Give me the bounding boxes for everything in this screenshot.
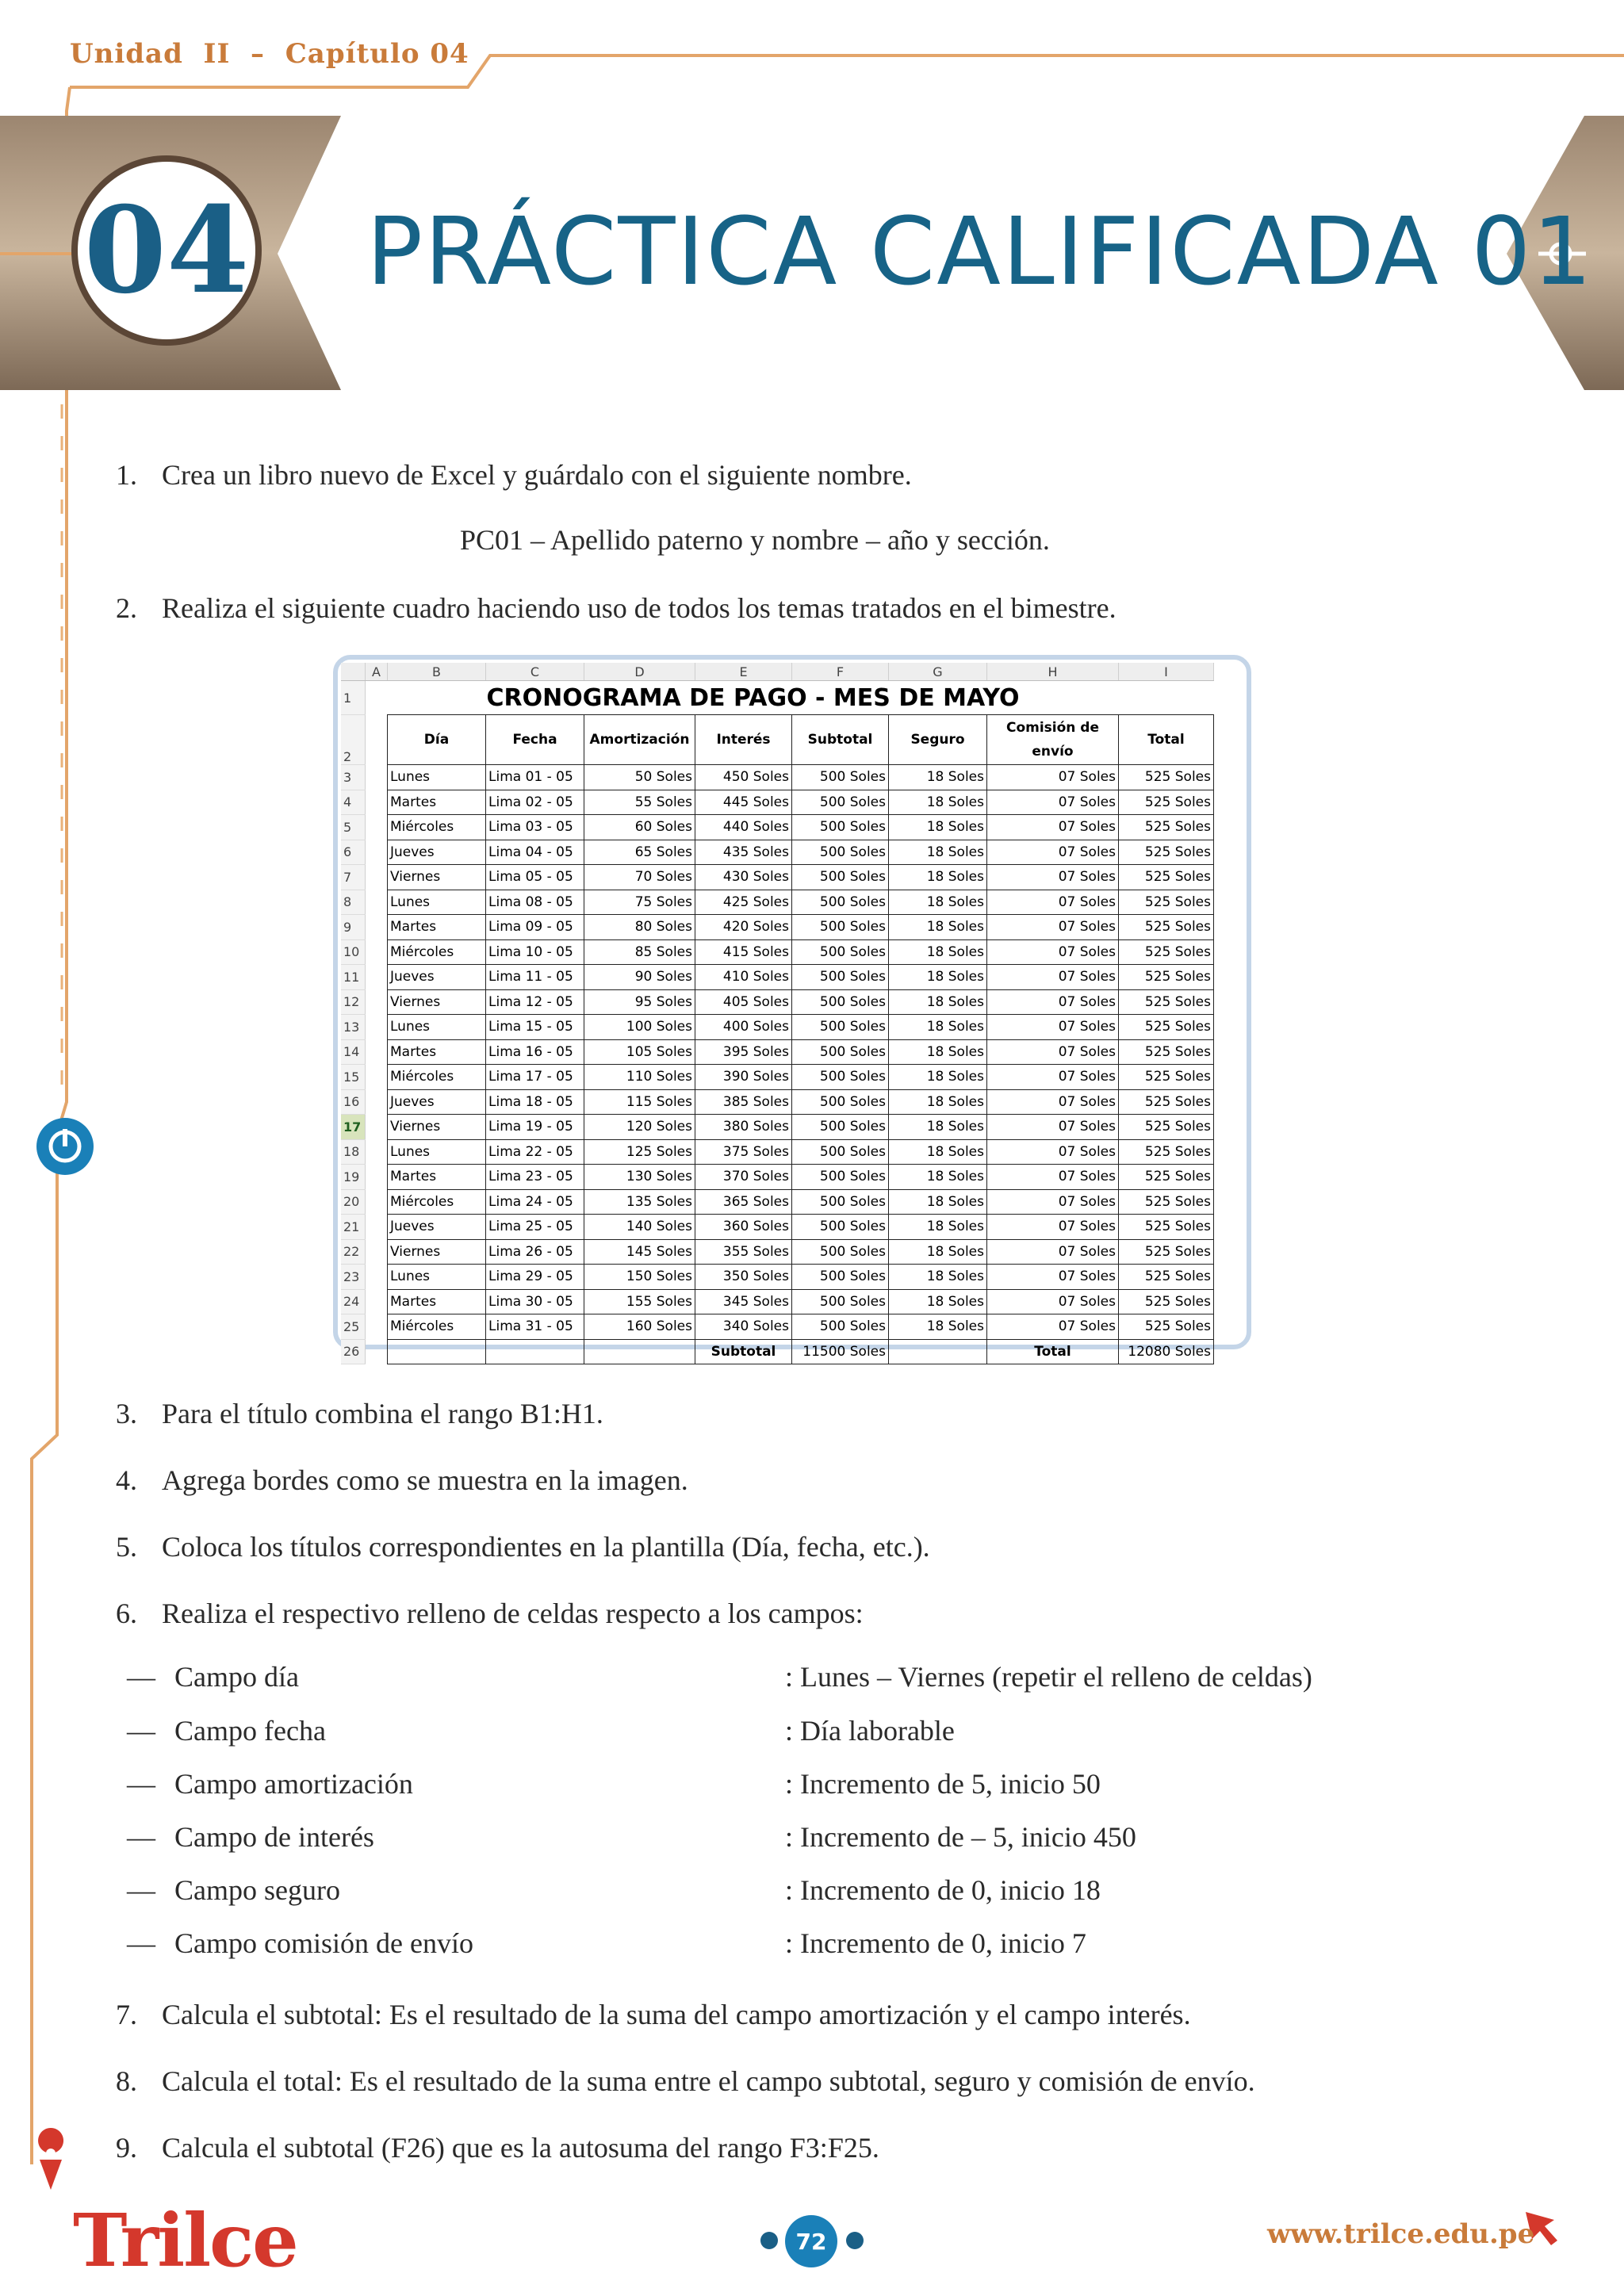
table-cell[interactable]: Lima 08 - 05 (486, 890, 584, 915)
header-cell[interactable]: Interés (695, 715, 792, 765)
table-cell[interactable]: 18 Soles (889, 1239, 987, 1265)
table-cell[interactable]: 500 Soles (792, 890, 889, 915)
table-row (341, 865, 1214, 890)
table-cell[interactable]: Lima 15 - 05 (486, 1015, 584, 1040)
table-cell[interactable]: Lima 26 - 05 (486, 1239, 584, 1265)
table-cell[interactable]: 525 Soles (1119, 1314, 1214, 1340)
table-cell[interactable]: 500 Soles (792, 1039, 889, 1065)
field-item: — Campo día (127, 1661, 299, 1693)
table-cell[interactable]: 420 Soles (695, 915, 792, 940)
page-number: 72 (785, 2215, 837, 2267)
table-cell[interactable]: 445 Soles (695, 790, 792, 815)
table-cell[interactable]: 500 Soles (792, 1215, 889, 1240)
table-cell[interactable]: Viernes (388, 1239, 486, 1265)
header-cell[interactable]: Amortización (584, 715, 695, 765)
table-cell[interactable]: 440 Soles (695, 815, 792, 840)
header-cell[interactable]: Comisión de envío (987, 715, 1119, 765)
table-cell[interactable]: 18 Soles (889, 1215, 987, 1240)
table-cell[interactable]: 07 Soles (987, 765, 1119, 790)
row-number[interactable]: 26 (341, 1339, 366, 1364)
field-item: — Campo fecha (127, 1715, 326, 1747)
table-cell[interactable]: 525 Soles (1119, 1065, 1214, 1090)
header-cell[interactable]: Seguro (889, 715, 987, 765)
chapter-label: Capítulo 04 (285, 38, 469, 70)
subtotal-value[interactable]: 11500 Soles (792, 1339, 889, 1364)
header-separator: – (251, 38, 266, 70)
table-row (341, 1265, 1214, 1290)
field-value: : Incremento de 5, inicio 50 (785, 1768, 1101, 1800)
table-row (341, 1289, 1214, 1314)
table-cell[interactable]: Viernes (388, 989, 486, 1015)
table-cell[interactable]: 80 Soles (584, 915, 695, 940)
table-cell[interactable]: 18 Soles (889, 1039, 987, 1065)
table-cell[interactable]: 125 Soles (584, 1139, 695, 1165)
summary-row (341, 1339, 1214, 1364)
field-item: — Campo comisión de envío (127, 1927, 473, 1959)
table-cell[interactable]: 18 Soles (889, 890, 987, 915)
row-number[interactable]: 17 (341, 1115, 366, 1140)
filename-format: PC01 – Apellido paterno y nombre – año y sección. (460, 524, 1050, 556)
row-number[interactable]: 21 (341, 1215, 366, 1240)
website-link[interactable]: www.trilce.edu.pe (1267, 2218, 1535, 2250)
unit-label: Unidad II (70, 38, 231, 70)
row-number[interactable]: 4 (341, 790, 366, 815)
table-cell[interactable]: 50 Soles (584, 765, 695, 790)
table-cell[interactable]: 155 Soles (584, 1289, 695, 1314)
step-1: 1. Crea un libro nuevo de Excel y guárdalo con el siguiente nombre. (116, 459, 912, 491)
table-cell[interactable]: 160 Soles (584, 1314, 695, 1340)
table-cell[interactable]: 525 Soles (1119, 989, 1214, 1015)
table-cell[interactable]: Martes (388, 1039, 486, 1065)
row-number[interactable]: 1 (341, 681, 366, 715)
field-item: — Campo de interés (127, 1821, 374, 1853)
table-cell[interactable]: 345 Soles (695, 1289, 792, 1314)
table-cell[interactable]: 400 Soles (695, 1015, 792, 1040)
table-cell[interactable]: 18 Soles (889, 1115, 987, 1140)
row-number[interactable]: 9 (341, 915, 366, 940)
table-cell[interactable]: 07 Soles (987, 1015, 1119, 1040)
table-cell[interactable]: Miércoles (388, 815, 486, 840)
table-cell[interactable]: 07 Soles (987, 1089, 1119, 1115)
table-cell[interactable]: 90 Soles (584, 965, 695, 990)
table-cell[interactable]: 85 Soles (584, 939, 695, 965)
table-cell[interactable]: Martes (388, 1165, 486, 1190)
table-cell[interactable]: 500 Soles (792, 939, 889, 965)
table-cell[interactable]: 525 Soles (1119, 915, 1214, 940)
field-value: : Día laborable (785, 1715, 955, 1747)
table-cell[interactable]: 07 Soles (987, 939, 1119, 965)
table-cell[interactable]: Lima 12 - 05 (486, 989, 584, 1015)
table-cell[interactable]: 500 Soles (792, 965, 889, 990)
table-cell[interactable]: 100 Soles (584, 1015, 695, 1040)
table-cell[interactable]: Lima 22 - 05 (486, 1139, 584, 1165)
table-cell[interactable]: Lima 03 - 05 (486, 815, 584, 840)
step-5: 5. Coloca los títulos correspondientes en la plantilla (Día, fecha, etc.). (116, 1531, 930, 1563)
table-cell[interactable]: 525 Soles (1119, 965, 1214, 990)
table-cell[interactable]: 500 Soles (792, 989, 889, 1015)
row-number[interactable]: 2 (341, 715, 366, 765)
field-value: : Incremento de 0, inicio 18 (785, 1874, 1101, 1906)
table-cell[interactable]: 415 Soles (695, 939, 792, 965)
table-row (341, 1165, 1214, 1190)
table-cell[interactable]: 07 Soles (987, 1289, 1119, 1314)
table-cell[interactable]: Miércoles (388, 939, 486, 965)
table-cell[interactable]: 500 Soles (792, 1265, 889, 1290)
select-all-corner[interactable] (341, 663, 366, 681)
table-cell[interactable]: 07 Soles (987, 865, 1119, 890)
column-letter[interactable]: G (889, 663, 987, 681)
column-letter[interactable]: B (388, 663, 486, 681)
row-number[interactable]: 6 (341, 840, 366, 865)
table-cell[interactable]: Lima 17 - 05 (486, 1065, 584, 1090)
table-cell[interactable]: 340 Soles (695, 1314, 792, 1340)
table-cell[interactable]: 500 Soles (792, 1289, 889, 1314)
table-cell[interactable]: Lima 23 - 05 (486, 1165, 584, 1190)
column-letter[interactable]: D (584, 663, 695, 681)
table-cell[interactable]: 500 Soles (792, 1239, 889, 1265)
table-cell[interactable]: Lunes (388, 1139, 486, 1165)
row-number[interactable]: 13 (341, 1015, 366, 1040)
table-cell[interactable]: 07 Soles (987, 1314, 1119, 1340)
table-cell[interactable]: 525 Soles (1119, 1139, 1214, 1165)
page-title: PRÁCTICA CALIFICADA 01 (366, 197, 1594, 306)
table-row (341, 915, 1214, 940)
column-letter[interactable]: I (1119, 663, 1214, 681)
table-cell[interactable]: 18 Soles (889, 1139, 987, 1165)
field-value: : Incremento de 0, inicio 7 (785, 1927, 1086, 1959)
row-number[interactable]: 23 (341, 1265, 366, 1290)
table-cell[interactable]: Viernes (388, 865, 486, 890)
step-3: 3. Para el título combina el rango B1:H1. (116, 1398, 603, 1429)
table-cell[interactable]: 390 Soles (695, 1065, 792, 1090)
row-number[interactable]: 14 (341, 1039, 366, 1065)
table-cell[interactable]: 18 Soles (889, 1289, 987, 1314)
step-7: 7. Calcula el subtotal: Es el resultado de la suma del campo amortización y el campo interés. (116, 1999, 1191, 2030)
table-cell[interactable]: Martes (388, 915, 486, 940)
table-cell[interactable]: 18 Soles (889, 1189, 987, 1215)
table-cell[interactable]: 18 Soles (889, 1015, 987, 1040)
table-cell[interactable]: 525 Soles (1119, 939, 1214, 965)
table-cell[interactable]: 115 Soles (584, 1089, 695, 1115)
table-cell[interactable]: 18 Soles (889, 1065, 987, 1090)
table-row (341, 1139, 1214, 1165)
table-cell[interactable]: 65 Soles (584, 840, 695, 865)
column-letter[interactable]: A (366, 663, 388, 681)
table-cell[interactable]: 07 Soles (987, 1065, 1119, 1090)
total-label[interactable]: Total (987, 1339, 1119, 1364)
table-cell[interactable]: Lima 01 - 05 (486, 765, 584, 790)
table-cell[interactable]: 500 Soles (792, 915, 889, 940)
table-cell[interactable]: 500 Soles (792, 1314, 889, 1340)
step-8: 8. Calcula el total: Es el resultado de la suma entre el campo subtotal, seguro y comisión de envío. (116, 2065, 1255, 2097)
row-number[interactable]: 12 (341, 989, 366, 1015)
table-cell[interactable]: Viernes (388, 1115, 486, 1140)
table-cell[interactable]: 525 Soles (1119, 865, 1214, 890)
unit-chapter-label (70, 38, 469, 70)
table-cell[interactable]: 500 Soles (792, 1139, 889, 1165)
table-cell[interactable]: 18 Soles (889, 1165, 987, 1190)
column-header-row (341, 663, 1214, 681)
table-cell[interactable]: 18 Soles (889, 1314, 987, 1340)
table-cell[interactable]: 135 Soles (584, 1189, 695, 1215)
table-cell[interactable]: 525 Soles (1119, 1089, 1214, 1115)
table-row (341, 765, 1214, 790)
table-cell[interactable]: 410 Soles (695, 965, 792, 990)
table-row (341, 1215, 1214, 1240)
row-number[interactable]: 3 (341, 765, 366, 790)
header-cell[interactable]: Fecha (486, 715, 584, 765)
table-cell[interactable]: 350 Soles (695, 1265, 792, 1290)
table-cell[interactable]: 525 Soles (1119, 1039, 1214, 1065)
table-cell[interactable]: 500 Soles (792, 1015, 889, 1040)
table-cell[interactable]: Lima 19 - 05 (486, 1115, 584, 1140)
table-row (341, 1039, 1214, 1065)
table-cell[interactable]: Jueves (388, 1215, 486, 1240)
table-cell[interactable]: 07 Soles (987, 890, 1119, 915)
table-row (341, 790, 1214, 815)
table-cell[interactable]: 385 Soles (695, 1089, 792, 1115)
field-value: : Lunes – Viernes (repetir el relleno de celdas) (785, 1661, 1312, 1693)
table-cell[interactable]: 07 Soles (987, 840, 1119, 865)
row-number[interactable]: 5 (341, 815, 366, 840)
table-cell[interactable]: Lima 29 - 05 (486, 1265, 584, 1290)
table-cell[interactable]: Lima 04 - 05 (486, 840, 584, 865)
table-cell[interactable]: 150 Soles (584, 1265, 695, 1290)
table-cell[interactable]: 18 Soles (889, 765, 987, 790)
table-cell[interactable]: 435 Soles (695, 840, 792, 865)
table-row (341, 1115, 1214, 1140)
field-item: — Campo seguro (127, 1874, 340, 1906)
table-cell[interactable]: 07 Soles (987, 1215, 1119, 1240)
table-cell[interactable]: Lima 05 - 05 (486, 865, 584, 890)
table-cell[interactable]: 500 Soles (792, 865, 889, 890)
table-cell[interactable]: 18 Soles (889, 989, 987, 1015)
table-cell[interactable]: Lima 25 - 05 (486, 1215, 584, 1240)
table-row (341, 965, 1214, 990)
table-cell[interactable]: 365 Soles (695, 1189, 792, 1215)
table-cell[interactable]: Jueves (388, 965, 486, 990)
table-cell[interactable]: 525 Soles (1119, 765, 1214, 790)
table-cell[interactable]: 525 Soles (1119, 815, 1214, 840)
table-cell[interactable]: 95 Soles (584, 989, 695, 1015)
table-cell[interactable]: 120 Soles (584, 1115, 695, 1140)
table-row (341, 1015, 1214, 1040)
table-cell[interactable]: 07 Soles (987, 965, 1119, 990)
table-row (341, 989, 1214, 1015)
table-cell[interactable]: Lunes (388, 1265, 486, 1290)
table-cell[interactable]: 07 Soles (987, 1239, 1119, 1265)
row-number[interactable]: 20 (341, 1189, 366, 1215)
row-number[interactable]: 25 (341, 1314, 366, 1340)
table-cell[interactable]: Lunes (388, 890, 486, 915)
table-cell[interactable]: 500 Soles (792, 1115, 889, 1140)
spreadsheet-image (333, 655, 1251, 1360)
table-cell[interactable]: 380 Soles (695, 1115, 792, 1140)
table-cell[interactable]: 525 Soles (1119, 1015, 1214, 1040)
header-cell[interactable]: Subtotal (792, 715, 889, 765)
header-cell[interactable]: Día (388, 715, 486, 765)
table-cell[interactable]: Lima 31 - 05 (486, 1314, 584, 1340)
table-cell[interactable]: 525 Soles (1119, 1265, 1214, 1290)
row-number[interactable]: 15 (341, 1065, 366, 1090)
row-number[interactable]: 22 (341, 1239, 366, 1265)
column-letter[interactable]: H (987, 663, 1119, 681)
table-cell[interactable]: 405 Soles (695, 989, 792, 1015)
table-cell[interactable]: 500 Soles (792, 765, 889, 790)
table-cell[interactable]: 430 Soles (695, 865, 792, 890)
row-number[interactable]: 24 (341, 1289, 366, 1314)
header-row (341, 715, 1214, 765)
table-cell[interactable]: 18 Soles (889, 840, 987, 865)
table-cell[interactable]: 500 Soles (792, 790, 889, 815)
row-number[interactable]: 19 (341, 1165, 366, 1190)
table-cell[interactable]: 375 Soles (695, 1139, 792, 1165)
table-cell[interactable]: 75 Soles (584, 890, 695, 915)
table-cell[interactable]: 500 Soles (792, 1165, 889, 1190)
table-cell[interactable]: 145 Soles (584, 1239, 695, 1265)
table-cell[interactable]: 07 Soles (987, 1165, 1119, 1190)
row-number[interactable]: 18 (341, 1139, 366, 1165)
step-4: 4. Agrega bordes como se muestra en la imagen. (116, 1464, 688, 1496)
table-cell[interactable]: Lima 02 - 05 (486, 790, 584, 815)
table-cell[interactable]: 450 Soles (695, 765, 792, 790)
table-cell[interactable]: 18 Soles (889, 915, 987, 940)
table-cell[interactable]: 500 Soles (792, 1089, 889, 1115)
table-cell[interactable]: 525 Soles (1119, 1289, 1214, 1314)
table-cell[interactable]: 500 Soles (792, 1189, 889, 1215)
table-row (341, 939, 1214, 965)
table-row (341, 890, 1214, 915)
field-item: — Campo amortización (127, 1768, 413, 1800)
table-cell[interactable]: 360 Soles (695, 1215, 792, 1240)
subtotal-label[interactable]: Subtotal (695, 1339, 792, 1364)
table-cell[interactable]: Lunes (388, 1015, 486, 1040)
table-cell[interactable]: Jueves (388, 1089, 486, 1115)
table-cell[interactable]: Lima 10 - 05 (486, 939, 584, 965)
table-cell[interactable]: Miércoles (388, 1189, 486, 1215)
table-cell[interactable]: 18 Soles (889, 1265, 987, 1290)
step-9: 9. Calcula el subtotal (F26) que es la autosuma del rango F3:F25. (116, 2132, 879, 2164)
table-cell[interactable]: 525 Soles (1119, 1189, 1214, 1215)
table-cell[interactable]: 07 Soles (987, 1039, 1119, 1065)
chapter-number: 04 (83, 181, 250, 320)
table-cell[interactable]: 425 Soles (695, 890, 792, 915)
table-cell[interactable]: 105 Soles (584, 1039, 695, 1065)
table-cell[interactable]: 07 Soles (987, 1265, 1119, 1290)
table-cell[interactable]: 110 Soles (584, 1065, 695, 1090)
table-cell[interactable]: 370 Soles (695, 1165, 792, 1190)
table-row (341, 1239, 1214, 1265)
table-cell[interactable]: Miércoles (388, 1065, 486, 1090)
column-letter[interactable]: F (792, 663, 889, 681)
table-cell[interactable]: Jueves (388, 840, 486, 865)
table-cell[interactable]: 525 Soles (1119, 1115, 1214, 1140)
table-cell[interactable]: 355 Soles (695, 1239, 792, 1265)
table-cell[interactable]: 07 Soles (987, 1139, 1119, 1165)
total-value[interactable]: 12080 Soles (1119, 1339, 1214, 1364)
table-cell[interactable]: Lima 09 - 05 (486, 915, 584, 940)
step-2: 2. Realiza el siguiente cuadro haciendo uso de todos los temas tratados en el bimestre. (116, 592, 1116, 624)
table-cell[interactable]: 70 Soles (584, 865, 695, 890)
table-cell[interactable]: 07 Soles (987, 915, 1119, 940)
table-cell[interactable]: Martes (388, 790, 486, 815)
table-cell[interactable]: Lima 24 - 05 (486, 1189, 584, 1215)
column-letter[interactable]: C (486, 663, 584, 681)
row-number[interactable]: 11 (341, 965, 366, 990)
table-row (341, 1314, 1214, 1340)
row-number[interactable]: 7 (341, 865, 366, 890)
row-number[interactable]: 8 (341, 890, 366, 915)
table-cell[interactable]: 525 Soles (1119, 840, 1214, 865)
table-cell[interactable]: 525 Soles (1119, 1165, 1214, 1190)
table-cell[interactable]: 07 Soles (987, 1115, 1119, 1140)
step-6: 6. Realiza el respectivo relleno de celdas respecto a los campos: (116, 1598, 864, 1629)
table-cell[interactable]: 18 Soles (889, 1089, 987, 1115)
table-cell[interactable]: 525 Soles (1119, 790, 1214, 815)
table-cell[interactable]: 525 Soles (1119, 1239, 1214, 1265)
table-row (341, 840, 1214, 865)
table-row (341, 815, 1214, 840)
table-cell[interactable]: Lima 30 - 05 (486, 1289, 584, 1314)
table-cell[interactable]: 07 Soles (987, 1189, 1119, 1215)
table-row (341, 1189, 1214, 1215)
table-cell[interactable]: Lima 16 - 05 (486, 1039, 584, 1065)
table-cell[interactable]: 140 Soles (584, 1215, 695, 1240)
table-cell[interactable]: 07 Soles (987, 790, 1119, 815)
table-cell[interactable]: Lima 11 - 05 (486, 965, 584, 990)
table-cell[interactable]: 07 Soles (987, 815, 1119, 840)
table-cell[interactable]: 60 Soles (584, 815, 695, 840)
table-cell[interactable]: 525 Soles (1119, 890, 1214, 915)
table-cell[interactable]: 07 Soles (987, 989, 1119, 1015)
table-cell[interactable]: 18 Soles (889, 790, 987, 815)
header-cell[interactable]: Total (1119, 715, 1214, 765)
spreadsheet-title[interactable]: CRONOGRAMA DE PAGO - MES DE MAYO (388, 681, 1119, 715)
row-number[interactable]: 16 (341, 1089, 366, 1115)
title-row (341, 681, 1214, 715)
table-cell[interactable]: Lima 18 - 05 (486, 1089, 584, 1115)
trilce-logo: Trilce (73, 2198, 297, 2283)
data-rows (341, 765, 1214, 1340)
field-value: : Incremento de – 5, inicio 450 (785, 1821, 1136, 1853)
table-cell[interactable]: 18 Soles (889, 865, 987, 890)
row-number[interactable]: 10 (341, 939, 366, 965)
table-cell[interactable]: 55 Soles (584, 790, 695, 815)
table-cell[interactable]: 18 Soles (889, 939, 987, 965)
table-cell[interactable]: 500 Soles (792, 1065, 889, 1090)
table-cell[interactable]: Miércoles (388, 1314, 486, 1340)
table-cell[interactable]: 525 Soles (1119, 1215, 1214, 1240)
payment-schedule-table (341, 663, 1214, 1364)
column-letter[interactable]: E (695, 663, 792, 681)
table-cell[interactable]: 18 Soles (889, 815, 987, 840)
table-row (341, 1089, 1214, 1115)
table-cell[interactable]: 395 Soles (695, 1039, 792, 1065)
table-cell[interactable]: Lunes (388, 765, 486, 790)
table-cell[interactable]: 130 Soles (584, 1165, 695, 1190)
table-row (341, 1065, 1214, 1090)
table-cell[interactable]: 500 Soles (792, 815, 889, 840)
table-cell[interactable]: 500 Soles (792, 840, 889, 865)
table-cell[interactable]: 18 Soles (889, 965, 987, 990)
table-cell[interactable]: Martes (388, 1289, 486, 1314)
